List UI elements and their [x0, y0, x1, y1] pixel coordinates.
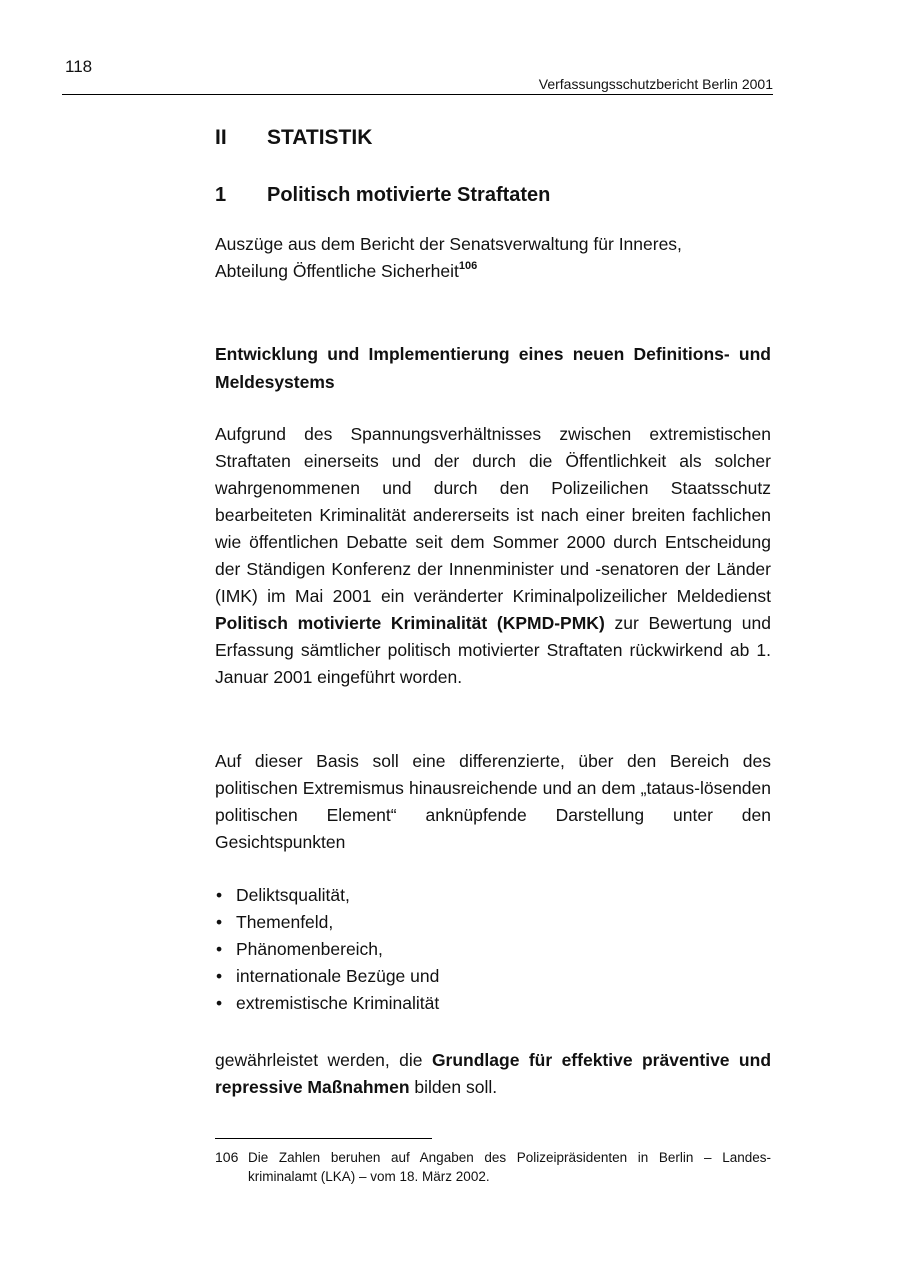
chapter-heading — [215, 126, 372, 150]
paragraph-1-bold: Politisch motivierte Kriminalität (KPMD-PMK) — [215, 613, 605, 633]
page-number: 118 — [65, 57, 93, 76]
footnote-divider — [215, 1138, 432, 1139]
list-item: • Deliktsqualität, — [215, 882, 771, 909]
paragraph-1-text-after: zur Bewertung und Erfassung sämtlicher politisch motivierter Straftaten rückwirkend ab 1. Januar 2001 eingeführt worden. — [215, 613, 771, 687]
paragraph-3-text-before: gewährleistet werden, die — [215, 1050, 432, 1070]
chapter-number: II — [215, 126, 227, 149]
paragraph-3-text-after: bilden soll. — [409, 1077, 498, 1097]
intro-line-2-text: Abteilung Öffentliche Sicherheit — [215, 261, 459, 281]
running-header: Verfassungsschutzbericht Berlin 2001 — [62, 76, 773, 95]
section-title: Politisch motivierte Straftaten — [267, 184, 551, 206]
footnote-number: 106 — [215, 1149, 239, 1165]
chapter-title: STATISTIK — [267, 126, 373, 149]
list-item: • Themenfeld, — [215, 909, 771, 936]
footnote — [215, 1148, 771, 1186]
bullet-list — [215, 882, 771, 1017]
list-item: • extremistische Kriminalität — [215, 990, 771, 1017]
list-item: • Phänomenbereich, — [215, 936, 771, 963]
section-heading — [215, 184, 550, 207]
paragraph-2: Auf dieser Basis soll eine differenzierte, über den Bereich des politischen Extremismus hinausreichende und an dem „tataus-lösenden politischen Element“ anknüpfende Darstellung unter den Gesichtspunkten — [215, 751, 771, 852]
footnote-text: Die Zahlen beruhen auf Angaben des Polizeipräsidenten in Berlin – Landes-kriminalamt (LKA) – vom 18. März 2002. — [248, 1150, 771, 1184]
intro-text — [215, 231, 771, 285]
subheading: Entwicklung und Implementierung eines neuen Definitions- und Meldesystems — [215, 344, 771, 392]
footnote-reference[interactable]: 106 — [458, 260, 478, 272]
paragraph-1 — [215, 421, 771, 691]
paragraph-1-text-before: Aufgrund des Spannungsverhältnisses zwischen extremistischen Straftaten einerseits und der durch die Öffentlichkeit als solcher wahrgenommenen und durch den Polizeilichen Staatsschutz bearbeiteten Kriminalität andererseits ist nach einer breiten fachlichen wie öffentlichen Debatte seit dem Sommer 2000 durch Entscheidung der Ständigen Konferenz der Innenminister und -senatoren der Länder (IMK) im Mai 2001 ein veränderter Kriminalpolizeilicher Meldedienst — [215, 424, 771, 606]
list-item: • internationale Bezüge und — [215, 963, 771, 990]
intro-line-1: Auszüge aus dem Bericht der Senatsverwaltung für Inneres, — [215, 234, 682, 254]
intro-line-2 — [215, 258, 771, 285]
paragraph-3 — [215, 1047, 771, 1101]
paragraph-3-bold: Grundlage für effektive präventive und repressive Maßnahmen — [215, 1050, 772, 1097]
section-number: 1 — [215, 184, 227, 206]
